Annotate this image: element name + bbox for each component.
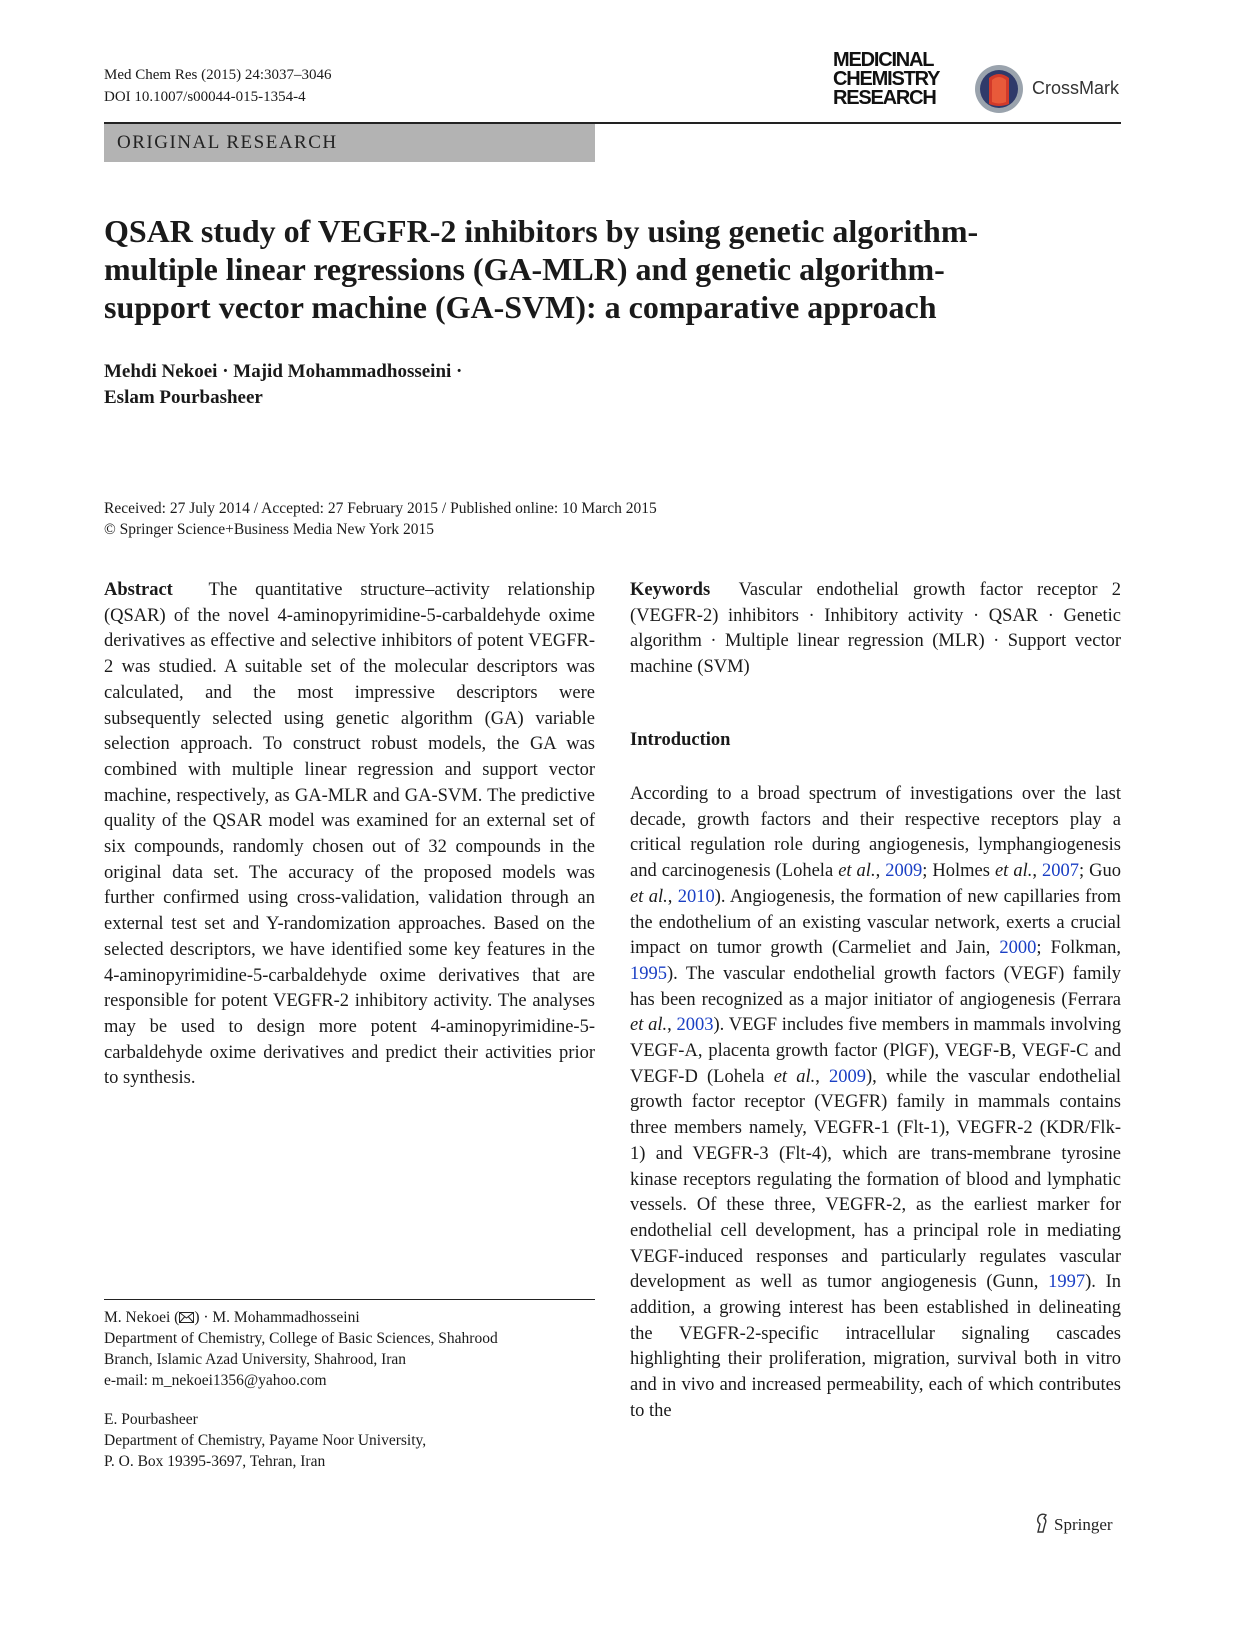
journal-reference [104,64,331,108]
springer-horse-icon [1032,1512,1052,1534]
affiliations: M. Nekoei ( ) · M. Mohammadhosseini Department of Chemistry, College of Basic Sciences, Shahrood Branch, Islamic Azad University, Shahrood, Iran e-mail: m_nekoei1356@yahoo.com E. Pourbasheer Department of Chemistry, Payame Noor University, P. O. Box 19395-3697, Tehran, Iran [104,1307,595,1472]
keywords-text: Vascular endothelial growth factor receptor 2 (VEGFR-2) inhibitors · Inhibitory activity · QSAR · Genetic algorithm · Multiple linear regression (MLR) · Support vector machine (SVM) [630,580,1122,678]
journal-logo: MEDICINAL CHEMISTRY RESEARCH [833,49,940,109]
keywords-label: Keywords [630,580,711,600]
publication-dates: Received: 27 July 2014 / Accepted: 27 February 2015 / Published online: 10 March 2015 © Springer Science+Business Media New York 2015 [104,498,864,540]
citation-link[interactable]: 2009 [829,1066,867,1087]
abstract-label: Abstract [104,580,173,600]
citation-link[interactable]: 2007 [1041,861,1079,882]
citation-link[interactable]: 1997 [1048,1272,1086,1293]
footnote-rule [104,1299,595,1300]
journal-citation: Med Chem Res (2015) 24:3037–3046 [104,67,332,83]
section-banner: ORIGINAL RESEARCH [104,124,595,162]
citation-link[interactable]: 1995 [630,963,667,984]
abstract-text: The quantitative structure–activity relationship (QSAR) of the novel 4-aminopyrimidine-5-carbaldehyde oxime derivatives as effective and selective inhibitors of potent VEGFR-2 was studied. A suitable set of the molecular descriptors was calculated, and the most impressive descriptors were subsequently selected using genetic algorithm (GA) variable selection approach. To construct robust models, the GA was combined with multiple linear regression and support vector machine, respectively, as GA-MLR and GA-SVM. The predictive quality of the QSAR model was examined for an external set of six compounds, randomly chosen out of 32 compounds in the original data set. The accuracy of the proposed models was further confirmed using cross-validation, validation through an external test set and Y-randomization approaches. Based on the selected descriptors, we have identified some key features in the 4-aminopyrimidine-5-carbaldehyde oxime derivatives that are responsible for potent VEGFR-2 inhibitory activity. The analyses may be used to design more potent 4-aminopyrimidine-5-carbaldehyde oxime derivatives and predict their activities prior to synthesis. [104,580,595,1089]
citation-link[interactable]: 2009 [885,861,923,882]
copyright: © Springer Science+Business Media New York 2015 [104,521,435,538]
citation-link[interactable]: 2010 [677,886,715,907]
citation-link[interactable]: 2003 [676,1015,714,1036]
doi[interactable]: DOI 10.1007/s00044-015-1354-4 [104,89,306,105]
author-list: Mehdi Nekoei · Majid Mohammadhosseini · Eslam Pourbasheer [104,361,463,408]
introduction-heading: Introduction [630,730,731,750]
citation-link[interactable]: 2000 [999,938,1037,959]
abstract [104,578,595,1092]
crossmark-label[interactable]: CrossMark [1032,78,1120,98]
publisher-label: Springer [1054,1515,1113,1534]
introduction-text: According to a broad spectrum of investigations over the last decade, growth factors and their respective receptors play a critical regulation role during angiogenesis, lymphangiogenesis and carcinogenesis (Lohela et al., 2009; Holmes et al., 2007; Guo et al., 2010). Angiogenesis, the formation of new capillaries from the endothelium of an existing vascular network, exerts a crucial impact on tumor growth (Carmeliet and Jain, 2000; Folkman, 1995). The vascular endothelial growth factors (VEGF) family has been recognized as a major initiator of angiogenesis (Ferrara et al., 2003). VEGF includes five members in mammals involving VEGF-A, placenta growth factor (PlGF), VEGF-B, VEGF-C and VEGF-D (Lohela et al., 2009), while the vascular endothelial growth factor receptor (VEGFR) family in mammals contains three members namely, VEGFR-1 (Flt-1), VEGFR-2 (KDR/Flk-1) and VEGFR-3 (Flt-4), which are trans-membrane tyrosine kinase receptors regulating the formation of blood and lymphatic vessels. Of these three, VEGFR-2, as the earliest marker for endothelial cell development, has a principal role in mediating VEGF-induced responses and particularly regulates vascular development as well as tumor angiogenesis (Gunn, 1997). In addition, a growing interest has been established in delineating the VEGFR-2-specific intracellular signaling cascades highlighting their proliferation, migration, survival both in vitro and in vivo and increased permeability, each of which contributes to the [630,784,1122,1421]
envelope-icon[interactable] [179,1312,194,1323]
keywords [630,578,1121,681]
email-link[interactable]: e-mail: m_nekoei1356@yahoo.com [104,1372,327,1389]
article-title: QSAR study of VEGFR-2 inhibitors by using genetic algorithm- multiple linear regressions (GA-MLR) and genetic algorithm- support vector machine (GA-SVM): a comparative approach [104,213,979,325]
